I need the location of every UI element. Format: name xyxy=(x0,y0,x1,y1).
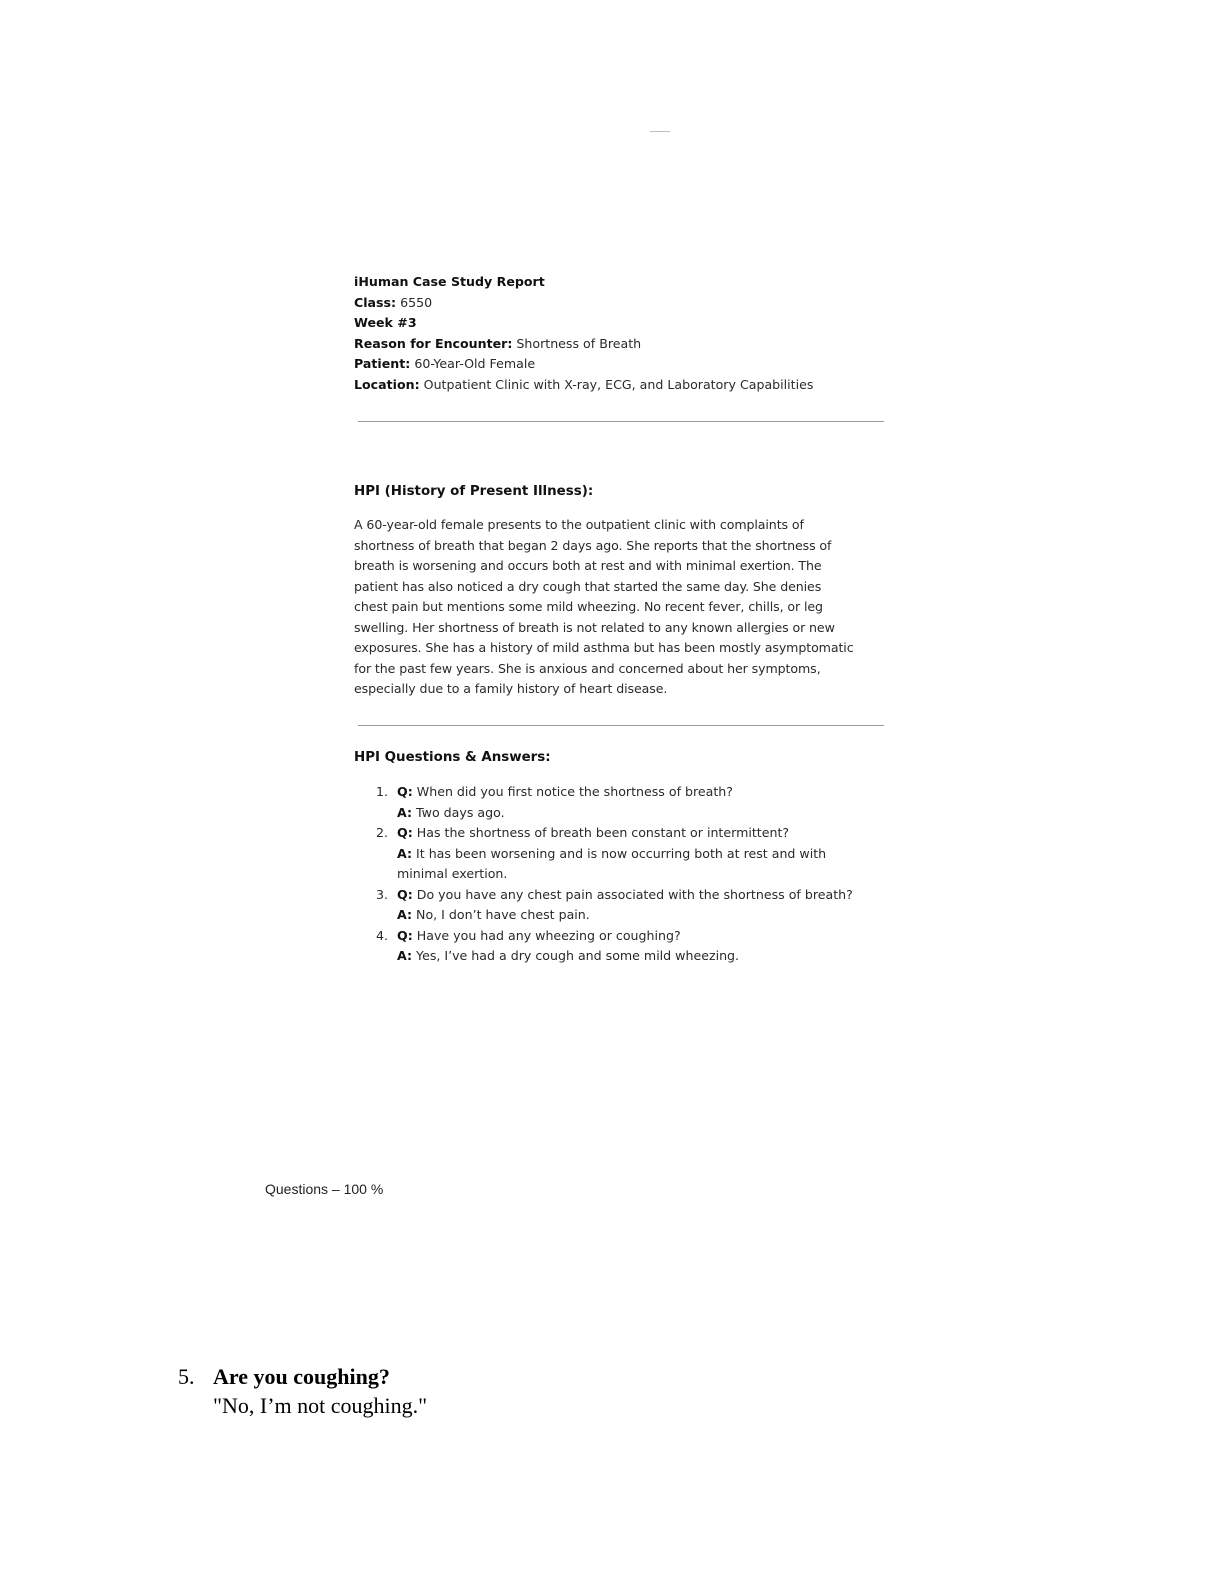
a-label: A: xyxy=(397,845,413,861)
qa-question-line xyxy=(397,782,892,803)
patient-value: 60-Year-Old Female xyxy=(414,356,536,371)
qa-answer: Two days ago. xyxy=(416,804,505,820)
qa-number: 4. xyxy=(376,927,389,943)
reason-value: Shortness of Breath xyxy=(516,335,642,351)
qa-answer-line xyxy=(397,905,892,926)
divider xyxy=(358,421,884,422)
report-title xyxy=(354,272,894,293)
q-label: Q: xyxy=(397,927,413,943)
q-label: Q: xyxy=(397,825,413,840)
a-label: A: xyxy=(397,907,413,922)
hpi-heading: HPI (History of Present Illness): xyxy=(354,484,594,499)
hpi-line: A 60-year-old female presents to the outpatient clinic with complaints of xyxy=(354,517,804,532)
qa-item xyxy=(372,926,892,967)
qa-answer: No, I don’t have chest pain. xyxy=(416,907,590,922)
hpi-line: chest pain but mentions some mild wheezing. No recent fever, chills, or leg xyxy=(354,599,823,614)
question-5-text: Are you coughing? xyxy=(213,1364,390,1389)
qa-item xyxy=(372,823,892,885)
class-label: Class: xyxy=(354,294,397,310)
hpi-line: shortness of breath that began 2 days ago. She reports that the shortness of xyxy=(354,537,832,553)
hpi-line: swelling. Her shortness of breath is not related to any known allergies or new xyxy=(354,619,835,635)
qa-question: Have you had any wheezing or coughing? xyxy=(416,927,681,943)
questions-score-caption: Questions – 100 % xyxy=(265,1181,384,1197)
qa-question-line xyxy=(397,885,892,906)
qa-answer-line xyxy=(397,803,892,824)
divider xyxy=(358,725,884,726)
qa-item xyxy=(372,782,892,823)
qa-answer: Yes, I’ve had a dry cough and some mild wheezing. xyxy=(416,948,740,963)
question-5-number: 5. xyxy=(178,1364,195,1389)
qa-answer-line xyxy=(397,844,892,865)
week-line xyxy=(354,313,894,334)
location-value: Outpatient Clinic with X-ray, ECG, and Laboratory Capabilities xyxy=(423,376,814,392)
location-line xyxy=(354,375,894,396)
qa-answer: It has been worsening and is now occurring both at rest and with xyxy=(416,845,827,861)
qa-number: 1. xyxy=(376,784,389,799)
report-header xyxy=(354,272,894,395)
qa-number: 2. xyxy=(376,825,389,840)
qa-answer-continuation: minimal exertion. xyxy=(397,866,508,881)
question-5-answer: "No, I’m not coughing." xyxy=(213,1393,428,1418)
week-label: Week #3 xyxy=(354,315,417,330)
patient-line xyxy=(354,354,894,375)
qa-question-line xyxy=(397,823,892,844)
hpi-line: breath is worsening and occurs both at rest and with minimal exertion. The xyxy=(354,558,822,573)
hpi-paragraph xyxy=(354,515,884,700)
qa-number: 3. xyxy=(376,886,389,902)
qa-question: Do you have any chest pain associated with the shortness of breath? xyxy=(416,886,853,902)
qa-item xyxy=(372,885,892,926)
q-label: Q: xyxy=(397,886,413,902)
reason-line xyxy=(354,334,894,355)
hpi-line: for the past few years. She is anxious and concerned about her symptoms, xyxy=(354,660,821,676)
location-label: Location: xyxy=(354,376,420,392)
a-label: A: xyxy=(397,948,413,963)
qa-question: When did you first notice the shortness of breath? xyxy=(416,784,733,799)
a-label: A: xyxy=(397,804,413,820)
patient-label: Patient: xyxy=(354,356,411,371)
hpi-line: exposures. She has a history of mild asthma but has been mostly asymptomatic xyxy=(354,640,854,655)
reason-label: Reason for Encounter: xyxy=(354,335,513,351)
q-label: Q: xyxy=(397,784,413,799)
class-line xyxy=(354,293,894,314)
class-value: 6550 xyxy=(400,294,433,310)
qa-question-line xyxy=(397,926,892,947)
qa-heading: HPI Questions & Answers: xyxy=(354,750,551,765)
report-title-text: iHuman Case Study Report xyxy=(354,274,545,289)
qa-list xyxy=(372,782,892,967)
top-dash-mark xyxy=(650,131,670,132)
hpi-line: especially due to a family history of heart disease. xyxy=(354,681,668,696)
qa-answer-line xyxy=(397,946,892,967)
qa-question: Has the shortness of breath been constant or intermittent? xyxy=(416,825,790,840)
hpi-line: patient has also noticed a dry cough that started the same day. She denies xyxy=(354,578,822,594)
